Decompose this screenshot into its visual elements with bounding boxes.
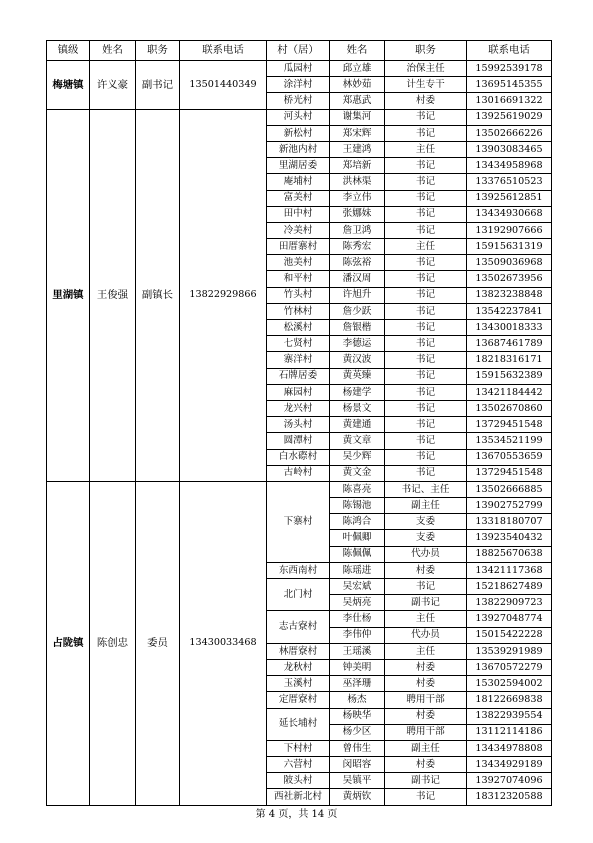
contact-title-cell: 书记 bbox=[385, 222, 467, 238]
contact-title-cell: 书记 bbox=[385, 303, 467, 319]
contact-phone-cell: 13502673956 bbox=[467, 271, 552, 287]
contact-title-cell: 聘用干部 bbox=[385, 724, 467, 740]
contact-name-cell: 陈佩佩 bbox=[330, 546, 385, 562]
contact-title-cell: 主任 bbox=[385, 141, 467, 157]
contact-title-cell: 书记 bbox=[385, 368, 467, 384]
village-cell: 新池内村 bbox=[267, 141, 330, 157]
contact-phone-cell: 13434978808 bbox=[467, 740, 552, 756]
village-cell: 延长埔村 bbox=[267, 708, 330, 740]
contact-phone-cell: 13925619029 bbox=[467, 109, 552, 125]
contact-phone-cell: 13502670860 bbox=[467, 400, 552, 416]
contact-phone-cell: 13925612851 bbox=[467, 190, 552, 206]
contact-title-cell: 书记、主任 bbox=[385, 481, 467, 497]
contact-phone-cell: 13670572279 bbox=[467, 659, 552, 675]
contact-phone-cell: 13376510523 bbox=[467, 174, 552, 190]
contact-title-cell: 书记 bbox=[385, 400, 467, 416]
contact-phone-cell: 13542237841 bbox=[467, 303, 552, 319]
contact-name-cell: 郑宋辉 bbox=[330, 125, 385, 141]
contact-title-cell: 书记 bbox=[385, 449, 467, 465]
contact-name-cell: 陈瑶进 bbox=[330, 562, 385, 578]
village-cell: 松溪村 bbox=[267, 320, 330, 336]
official-phone-cell: 13430033468 bbox=[180, 481, 267, 805]
contact-title-cell: 村委 bbox=[385, 562, 467, 578]
contact-title-cell: 书记 bbox=[385, 287, 467, 303]
contact-table bbox=[46, 40, 552, 806]
contact-phone-cell: 13434929189 bbox=[467, 757, 552, 773]
village-cell: 寨洋村 bbox=[267, 352, 330, 368]
contact-name-cell: 黄文章 bbox=[330, 433, 385, 449]
contact-title-cell: 支委 bbox=[385, 514, 467, 530]
village-cell: 林厝寮村 bbox=[267, 643, 330, 659]
contact-title-cell: 主任 bbox=[385, 643, 467, 659]
contact-name-cell: 钟美明 bbox=[330, 659, 385, 675]
village-cell: 下村村 bbox=[267, 740, 330, 756]
contact-name-cell: 曾伟生 bbox=[330, 740, 385, 756]
table-body bbox=[47, 61, 552, 806]
contact-title-cell: 书记 bbox=[385, 271, 467, 287]
contact-title-cell: 村委 bbox=[385, 757, 467, 773]
village-cell: 龙秋村 bbox=[267, 659, 330, 675]
official-name-cell: 许义豪 bbox=[90, 61, 136, 110]
contact-phone-cell: 13502666226 bbox=[467, 125, 552, 141]
contact-name-cell: 陈喜亮 bbox=[330, 481, 385, 497]
contact-title-cell: 书记 bbox=[385, 190, 467, 206]
contact-phone-cell: 13670553659 bbox=[467, 449, 552, 465]
contact-phone-cell: 13016691322 bbox=[467, 93, 552, 109]
contact-name-cell: 李仕杨 bbox=[330, 611, 385, 627]
contact-phone-cell: 15992539178 bbox=[467, 61, 552, 77]
contact-name-cell: 黄炳钦 bbox=[330, 789, 385, 805]
contact-title-cell: 村委 bbox=[385, 708, 467, 724]
contact-title-cell: 书记 bbox=[385, 255, 467, 271]
contact-title-cell: 代办员 bbox=[385, 627, 467, 643]
town-cell: 占陇镇 bbox=[47, 481, 90, 805]
contact-name-cell: 李伟仲 bbox=[330, 627, 385, 643]
official-phone-cell: 13501440349 bbox=[180, 61, 267, 110]
contact-title-cell: 副主任 bbox=[385, 498, 467, 514]
village-cell: 桥光村 bbox=[267, 93, 330, 109]
official-title-cell: 副镇长 bbox=[136, 109, 180, 481]
contact-phone-cell: 13687461789 bbox=[467, 336, 552, 352]
contact-name-cell: 郑惠武 bbox=[330, 93, 385, 109]
contact-phone-cell: 13903083465 bbox=[467, 141, 552, 157]
contact-phone-cell: 13430018333 bbox=[467, 320, 552, 336]
contact-name-cell: 陈锡池 bbox=[330, 498, 385, 514]
village-cell: 麻园村 bbox=[267, 384, 330, 400]
village-cell: 竹林村 bbox=[267, 303, 330, 319]
contact-phone-cell: 15218627489 bbox=[467, 579, 552, 595]
contact-phone-cell: 13112114186 bbox=[467, 724, 552, 740]
village-cell: 圆潭村 bbox=[267, 433, 330, 449]
village-cell: 和平村 bbox=[267, 271, 330, 287]
contact-name-cell: 张娜妹 bbox=[330, 206, 385, 222]
contact-title-cell: 村委 bbox=[385, 659, 467, 675]
village-cell: 下寨村 bbox=[267, 481, 330, 562]
village-cell: 七贤村 bbox=[267, 336, 330, 352]
contact-name-cell: 潘汉周 bbox=[330, 271, 385, 287]
contact-name-cell: 詹银楷 bbox=[330, 320, 385, 336]
contact-phone-cell: 13502666885 bbox=[467, 481, 552, 497]
village-cell: 东西南村 bbox=[267, 562, 330, 578]
contact-name-cell: 王瑶溪 bbox=[330, 643, 385, 659]
contact-phone-cell: 13534521199 bbox=[467, 433, 552, 449]
contact-title-cell: 书记 bbox=[385, 384, 467, 400]
contact-title-cell: 书记 bbox=[385, 336, 467, 352]
contact-title-cell: 书记 bbox=[385, 320, 467, 336]
village-cell: 田厝寨村 bbox=[267, 239, 330, 255]
contact-phone-cell: 15302594002 bbox=[467, 676, 552, 692]
village-cell: 古岭村 bbox=[267, 465, 330, 481]
contact-phone-cell: 13822939554 bbox=[467, 708, 552, 724]
contact-name-cell: 叶佩卿 bbox=[330, 530, 385, 546]
contact-name-cell: 詹少跃 bbox=[330, 303, 385, 319]
contact-title-cell: 治保主任 bbox=[385, 61, 467, 77]
contact-name-cell: 黄建通 bbox=[330, 417, 385, 433]
contact-title-cell: 书记 bbox=[385, 174, 467, 190]
contact-phone-cell: 13823238848 bbox=[467, 287, 552, 303]
contact-title-cell: 书记 bbox=[385, 125, 467, 141]
contact-name-cell: 陈秀宏 bbox=[330, 239, 385, 255]
contact-name-cell: 吴宏斌 bbox=[330, 579, 385, 595]
contact-title-cell: 书记 bbox=[385, 352, 467, 368]
village-cell: 六营村 bbox=[267, 757, 330, 773]
village-cell: 定厝寮村 bbox=[267, 692, 330, 708]
contact-phone-cell: 13729451548 bbox=[467, 417, 552, 433]
header-name: 姓名 bbox=[90, 41, 136, 61]
contact-name-cell: 黄汉波 bbox=[330, 352, 385, 368]
contact-title-cell: 书记 bbox=[385, 433, 467, 449]
village-cell: 田中村 bbox=[267, 206, 330, 222]
contact-title-cell: 主任 bbox=[385, 611, 467, 627]
contact-title-cell: 书记 bbox=[385, 579, 467, 595]
contact-name-cell: 杨映华 bbox=[330, 708, 385, 724]
contact-name-cell: 陈弦裕 bbox=[330, 255, 385, 271]
village-cell: 陂头村 bbox=[267, 773, 330, 789]
contact-name-cell: 詹卫鸿 bbox=[330, 222, 385, 238]
table-row bbox=[47, 61, 552, 77]
contact-name-cell: 吴镇平 bbox=[330, 773, 385, 789]
contact-phone-cell: 18312320588 bbox=[467, 789, 552, 805]
contact-phone-cell: 13923540432 bbox=[467, 530, 552, 546]
header-row bbox=[47, 41, 552, 61]
contact-title-cell: 代办员 bbox=[385, 546, 467, 562]
contact-title-cell: 村委 bbox=[385, 676, 467, 692]
village-cell: 新松村 bbox=[267, 125, 330, 141]
contact-title-cell: 书记 bbox=[385, 465, 467, 481]
village-cell: 池美村 bbox=[267, 255, 330, 271]
table-row bbox=[47, 109, 552, 125]
header-contact-phone: 联系电话 bbox=[467, 41, 552, 61]
contact-name-cell: 闵昭容 bbox=[330, 757, 385, 773]
official-phone-cell: 13822929866 bbox=[180, 109, 267, 481]
village-cell: 汤头村 bbox=[267, 417, 330, 433]
contact-name-cell: 邱立雄 bbox=[330, 61, 385, 77]
contact-phone-cell: 13695145355 bbox=[467, 77, 552, 93]
contact-title-cell: 书记 bbox=[385, 417, 467, 433]
contact-phone-cell: 13421117368 bbox=[467, 562, 552, 578]
contact-phone-cell: 13729451548 bbox=[467, 465, 552, 481]
contact-phone-cell: 13902752799 bbox=[467, 498, 552, 514]
village-cell: 冷美村 bbox=[267, 222, 330, 238]
village-cell: 白水磜村 bbox=[267, 449, 330, 465]
header-contact-name: 姓名 bbox=[330, 41, 385, 61]
village-cell: 庵埔村 bbox=[267, 174, 330, 190]
header-title: 职务 bbox=[136, 41, 180, 61]
village-cell: 里湖居委 bbox=[267, 158, 330, 174]
contact-name-cell: 林妙茹 bbox=[330, 77, 385, 93]
contact-title-cell: 村委 bbox=[385, 93, 467, 109]
table-row bbox=[47, 481, 552, 497]
contact-title-cell: 支委 bbox=[385, 530, 467, 546]
contact-name-cell: 洪林渠 bbox=[330, 174, 385, 190]
contact-phone-cell: 13509036968 bbox=[467, 255, 552, 271]
contact-name-cell: 许旭升 bbox=[330, 287, 385, 303]
contact-name-cell: 郑培新 bbox=[330, 158, 385, 174]
village-cell: 北门村 bbox=[267, 579, 330, 611]
contact-title-cell: 副主任 bbox=[385, 740, 467, 756]
contact-title-cell: 副书记 bbox=[385, 595, 467, 611]
contact-phone-cell: 18122669838 bbox=[467, 692, 552, 708]
contact-phone-cell: 13421184442 bbox=[467, 384, 552, 400]
official-name-cell: 陈创忠 bbox=[90, 481, 136, 805]
contact-name-cell: 黄文金 bbox=[330, 465, 385, 481]
village-cell: 石牌居委 bbox=[267, 368, 330, 384]
village-cell: 涂洋村 bbox=[267, 77, 330, 93]
header-town: 镇级 bbox=[47, 41, 90, 61]
village-cell: 玉溪村 bbox=[267, 676, 330, 692]
contact-phone-cell: 13434930668 bbox=[467, 206, 552, 222]
town-cell: 里湖镇 bbox=[47, 109, 90, 481]
contact-name-cell: 陈鸿合 bbox=[330, 514, 385, 530]
contact-phone-cell: 15015422228 bbox=[467, 627, 552, 643]
contact-phone-cell: 13927074096 bbox=[467, 773, 552, 789]
contact-phone-cell: 13822909723 bbox=[467, 595, 552, 611]
contact-name-cell: 李德运 bbox=[330, 336, 385, 352]
official-title-cell: 委员 bbox=[136, 481, 180, 805]
official-title-cell: 副书记 bbox=[136, 61, 180, 110]
contact-phone-cell: 13318180707 bbox=[467, 514, 552, 530]
village-cell: 竹头村 bbox=[267, 287, 330, 303]
contact-phone-cell: 13927048774 bbox=[467, 611, 552, 627]
village-cell: 瓜园村 bbox=[267, 61, 330, 77]
contact-phone-cell: 13434958968 bbox=[467, 158, 552, 174]
header-village: 村（居） bbox=[267, 41, 330, 61]
village-cell: 富美村 bbox=[267, 190, 330, 206]
contact-name-cell: 王建鸿 bbox=[330, 141, 385, 157]
village-cell: 龙兴村 bbox=[267, 400, 330, 416]
contact-title-cell: 书记 bbox=[385, 109, 467, 125]
contact-name-cell: 谢集河 bbox=[330, 109, 385, 125]
contact-name-cell: 杨景文 bbox=[330, 400, 385, 416]
contact-title-cell: 书记 bbox=[385, 158, 467, 174]
contact-title-cell: 副书记 bbox=[385, 773, 467, 789]
header-contact-title: 职务 bbox=[385, 41, 467, 61]
contact-phone-cell: 18825670638 bbox=[467, 546, 552, 562]
contact-name-cell: 李立伟 bbox=[330, 190, 385, 206]
village-cell: 河头村 bbox=[267, 109, 330, 125]
contact-title-cell: 主任 bbox=[385, 239, 467, 255]
contact-title-cell: 书记 bbox=[385, 789, 467, 805]
contact-title-cell: 计生专干 bbox=[385, 77, 467, 93]
contact-title-cell: 书记 bbox=[385, 206, 467, 222]
village-cell: 西社新北村 bbox=[267, 789, 330, 805]
contact-phone-cell: 15915631319 bbox=[467, 239, 552, 255]
official-name-cell: 王俊强 bbox=[90, 109, 136, 481]
contact-name-cell: 吴少辉 bbox=[330, 449, 385, 465]
town-cell: 梅塘镇 bbox=[47, 61, 90, 110]
village-cell: 志古寮村 bbox=[267, 611, 330, 643]
contact-name-cell: 杨少区 bbox=[330, 724, 385, 740]
contact-phone-cell: 13192907666 bbox=[467, 222, 552, 238]
page-footer: 第 4 页，共 14 页 bbox=[255, 809, 338, 820]
contact-phone-cell: 15915632389 bbox=[467, 368, 552, 384]
contact-phone-cell: 18218316171 bbox=[467, 352, 552, 368]
contact-name-cell: 巫泽珊 bbox=[330, 676, 385, 692]
contact-name-cell: 杨杰 bbox=[330, 692, 385, 708]
contact-name-cell: 杨建学 bbox=[330, 384, 385, 400]
contact-name-cell: 吴炳亮 bbox=[330, 595, 385, 611]
contact-title-cell: 聘用干部 bbox=[385, 692, 467, 708]
contact-name-cell: 黄英臻 bbox=[330, 368, 385, 384]
contact-phone-cell: 13539291989 bbox=[467, 643, 552, 659]
header-phone: 联系电话 bbox=[180, 41, 267, 61]
